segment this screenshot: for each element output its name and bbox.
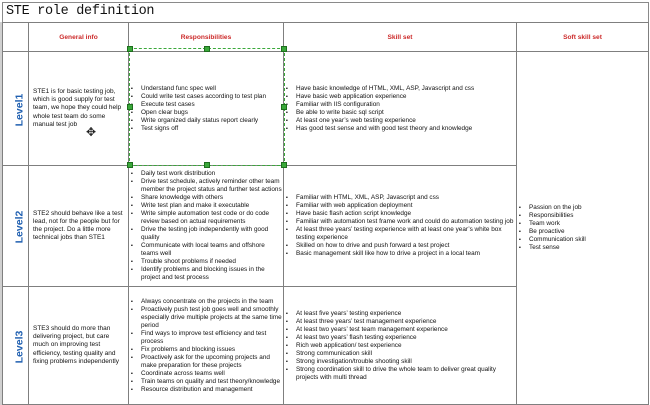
soft-skill-cell[interactable]	[517, 52, 649, 405]
list-item: ▪ Train teams on quality and test theory/knowledge	[141, 378, 283, 386]
list-item: ▪ Execute test cases	[141, 101, 283, 109]
header-row	[3, 23, 649, 52]
general-info-text: STE1 is for basic testing job, which is good supply for test team, we hope they could help whole test team do some manual test job	[33, 87, 122, 128]
list-item: ▪ Share knowledge with others	[141, 194, 283, 202]
general-info-cell[interactable]	[29, 166, 129, 287]
list-item: ▪ At least two years’ test team management experience	[296, 326, 516, 334]
level-label: Level1	[13, 93, 26, 126]
list-item: ▪ Find ways to improve test efficiency and test process	[141, 330, 283, 346]
header-cell-soft-skill-set: Soft skill set	[517, 23, 649, 52]
list-item: ▪ Be able to write basic sql script	[296, 109, 516, 117]
role-definition-table	[2, 22, 649, 405]
resize-handle-top-middle[interactable]	[204, 46, 210, 52]
list-item: ▪ At least two years’ flash testing experience	[296, 334, 516, 342]
list-item: ▪ Have basic web application experience	[296, 93, 516, 101]
list-item: ▪ Communication skill	[529, 236, 648, 244]
list-item: ▪ Could write test cases according to test plan	[141, 93, 283, 101]
resize-handle-top-right[interactable]	[281, 46, 287, 52]
soft-skill-list	[517, 204, 648, 252]
list-item: ▪ Familiar with web application deployment	[296, 202, 516, 210]
list-item: ▪ Identify problems and blocking issues in the project and test process	[141, 266, 283, 282]
skill-set-cell[interactable]	[284, 287, 517, 405]
list-item: ▪ Strong communication skill	[296, 350, 516, 358]
list-item: ▪ Drive the testing job independently with good quality	[141, 226, 283, 242]
document-title	[2, 2, 649, 22]
header-cell-skill-set: Skill set	[284, 23, 517, 52]
header-cell-responsibilities: Responsibilities	[129, 23, 284, 52]
list-item: ▪ Understand func spec well	[141, 85, 283, 93]
general-info-cell[interactable]	[29, 52, 129, 166]
list-item: ▪ Communicate with local teams and offshore teams well	[141, 242, 283, 258]
list-item: ▪ Familiar with HTML, XML, ASP, Javascript and css	[296, 194, 516, 202]
list-item: ▪ At least three years’ testing experience with at least one year’s white box testing experience	[296, 226, 516, 242]
move-cursor-icon: ✥	[86, 125, 97, 139]
list-item: ▪ Always concentrate on the projects in the team	[141, 298, 283, 306]
list-item: ▪ Have basic knowledge of HTML, XML, ASP, Javascript and css	[296, 85, 516, 93]
title-text: STE role definition	[6, 4, 155, 19]
list-item: ▪ Familiar with automation test frame work and could do automation testing job	[296, 218, 516, 226]
general-info-cell[interactable]	[29, 287, 129, 405]
level-label: Level3	[13, 330, 26, 363]
list-item: ▪ Test sense	[529, 244, 648, 252]
list-item: ▪ Have basic flash action script knowledge	[296, 210, 516, 218]
responsibilities-list	[129, 298, 283, 394]
list-item: ▪ At least five years’ testing experience	[296, 310, 516, 318]
list-item: ▪ Daily test work distribution	[141, 170, 283, 178]
list-item: ▪ At least one year’s web testing experience	[296, 117, 516, 125]
header-cell-level	[3, 23, 29, 52]
list-item: ▪ Rich web application/ test experience	[296, 342, 516, 350]
resize-handle-bottom-left[interactable]	[127, 162, 133, 168]
list-item: ▪ Test signs off	[141, 125, 283, 133]
list-item: ▪ Write organized daily status report clearly	[141, 117, 283, 125]
resize-handle-middle-left[interactable]	[127, 104, 133, 110]
list-item: ▪ Fix problems and blocking issues	[141, 346, 283, 354]
list-item: ▪ Write test plan and make it executable	[141, 202, 283, 210]
header-cell-general-info: General info	[29, 23, 129, 52]
list-item: ▪ Responsibilities	[529, 212, 648, 220]
skill-set-list	[284, 310, 516, 382]
list-item: ▪ Write simple automation test code or do code review based on actual requirements	[141, 210, 283, 226]
list-item: ▪ Resource distribution and management	[141, 386, 283, 394]
list-item: ▪ Familiar with IIS configuration	[296, 101, 516, 109]
general-info-text: STE2 should behave like a test lead, not for the people but for the project. Do a little more technical jobs than STE1	[33, 209, 123, 242]
skill-set-list	[284, 194, 516, 258]
skill-set-list	[284, 85, 516, 133]
responsibilities-cell[interactable]	[129, 287, 284, 405]
level-cell	[3, 166, 29, 287]
list-item: ▪ Strong coordination skill to drive the whole team to deliver great quality projects with multi thread	[296, 366, 516, 382]
resize-handle-bottom-middle[interactable]	[204, 162, 210, 168]
responsibilities-cell[interactable]	[129, 166, 284, 287]
selection-box[interactable]	[129, 48, 285, 166]
list-item: ▪ Has good test sense and with good test theory and knowledge	[296, 125, 516, 133]
resize-handle-middle-right[interactable]	[281, 104, 287, 110]
responsibilities-list	[129, 170, 283, 282]
general-info-text: STE3 should do more than delivering project, but care much on improving test efficiency, testing quality and fixing problems independently	[33, 324, 119, 365]
list-item: ▪ Drive test schedule, actively reminder other team member the project status and further test actions	[141, 178, 283, 194]
skill-set-cell[interactable]	[284, 52, 517, 166]
list-item: ▪ Basic management skill like how to drive a project in a local team	[296, 250, 516, 258]
list-item: ▪ Skilled on how to drive and push forward a test project	[296, 242, 516, 250]
list-item: ▪ Proactively ask for the upcoming projects and make preparation for these projects	[141, 354, 283, 370]
level-label: Level2	[13, 210, 26, 244]
list-item: ▪ Trouble shoot problems if needed	[141, 258, 283, 266]
table-row-level1	[3, 52, 649, 166]
list-item: ▪ Coordinate across teams well	[141, 370, 283, 378]
list-item: ▪ Team work	[529, 220, 648, 228]
list-item: ▪ Proactively push test job goes well and smoothly especially drive multiple projects at the same time period	[141, 306, 283, 330]
level-cell	[3, 52, 29, 166]
list-item: ▪ Open clear bugs	[141, 109, 283, 117]
list-item: ▪ Strong investigation/trouble shooting skill	[296, 358, 516, 366]
level-cell	[3, 287, 29, 405]
resize-handle-top-left[interactable]	[127, 46, 133, 52]
resize-handle-bottom-right[interactable]	[281, 162, 287, 168]
list-item: ▪ Be proactive	[529, 228, 648, 236]
skill-set-cell[interactable]	[284, 166, 517, 287]
list-item: ▪ Passion on the job	[529, 204, 648, 212]
list-item: ▪ At least three years’ test management experience	[296, 318, 516, 326]
